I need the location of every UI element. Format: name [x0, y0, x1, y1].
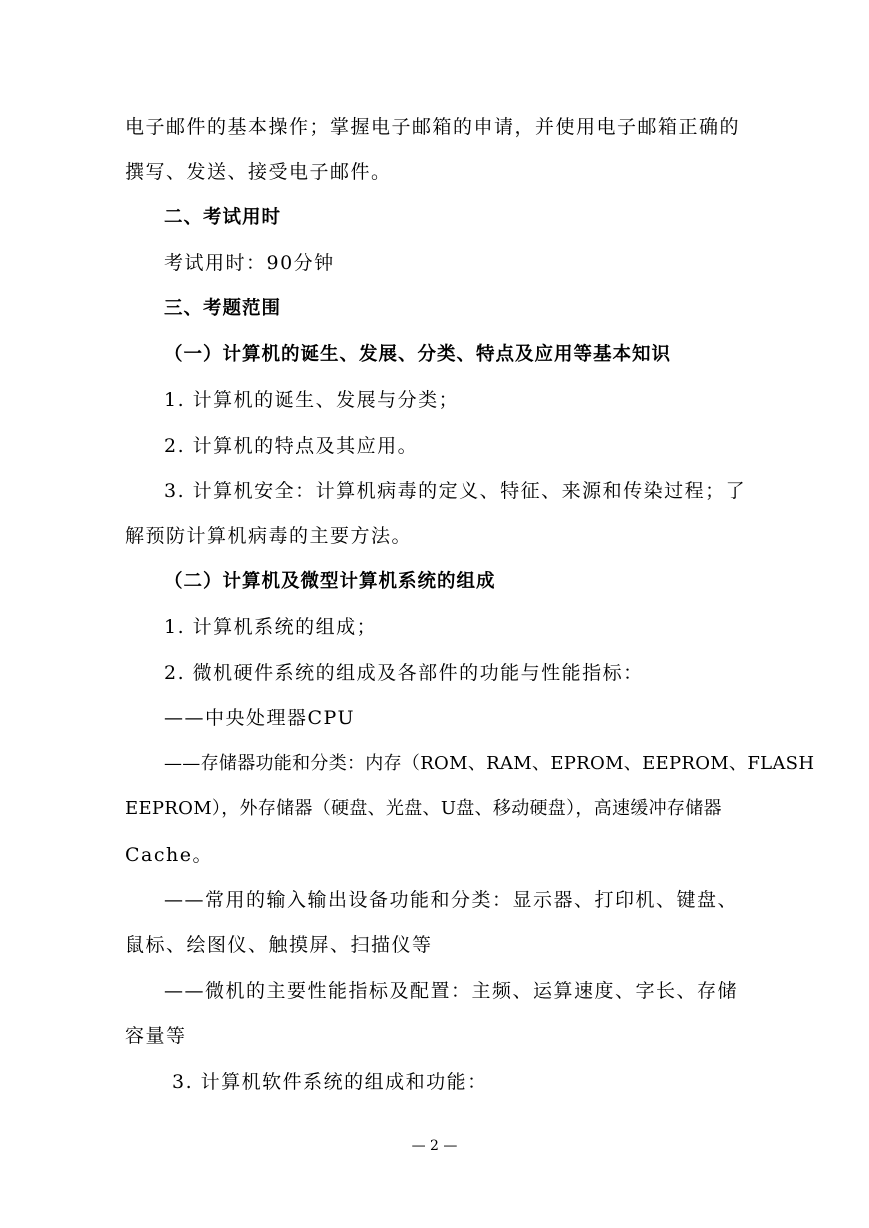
paragraph-line: 电子邮件的基本操作；掌握电子邮箱的申请，并使用电子邮箱正确的	[125, 116, 741, 138]
list-item: 1. 计算机系统的组成；	[164, 616, 378, 638]
paragraph-line: 考试用时：90分钟	[164, 252, 335, 274]
paragraph-line: Cache。	[125, 844, 213, 866]
list-item: ——微机的主要性能指标及配置：主频、运算速度、字长、存储	[164, 980, 739, 1002]
paragraph-line: EEPROM），外存储器（硬盘、光盘、U盘、移动硬盘），高速缓冲存储器	[125, 798, 722, 819]
subsection-heading: （一）计算机的诞生、发展、分类、特点及应用等基本知识	[164, 344, 672, 365]
list-item: 1. 计算机的诞生、发展与分类；	[164, 389, 460, 411]
paragraph-line: 解预防计算机病毒的主要方法。	[125, 525, 413, 547]
list-item: 2. 微机硬件系统的组成及各部件的功能与性能指标：	[164, 662, 644, 684]
paragraph-line: 鼠标、绘图仪、触摸屏、扫描仪等	[125, 934, 433, 956]
list-item: ——中央处理器CPU	[164, 707, 356, 729]
list-item: ——存储器功能和分类：内存（ROM、RAM、EPROM、EEPROM、FLASH	[164, 753, 815, 774]
list-item: 3. 计算机安全：计算机病毒的定义、特征、来源和传染过程；了	[164, 480, 747, 502]
page-number: — 2 —	[411, 1138, 458, 1154]
subsection-heading: （二）计算机及微型计算机系统的组成	[164, 571, 496, 592]
paragraph-line: 容量等	[125, 1025, 187, 1047]
list-item: 3. 计算机软件系统的组成和功能：	[172, 1071, 488, 1093]
list-item: 2. 计算机的特点及其应用。	[164, 435, 419, 457]
section-heading: 三、考题范围	[164, 298, 282, 319]
paragraph-line: 撰写、发送、接受电子邮件。	[125, 161, 392, 183]
section-heading: 二、考试用时	[164, 207, 282, 228]
list-item: ——常用的输入输出设备功能和分类：显示器、打印机、键盘、	[164, 889, 739, 911]
